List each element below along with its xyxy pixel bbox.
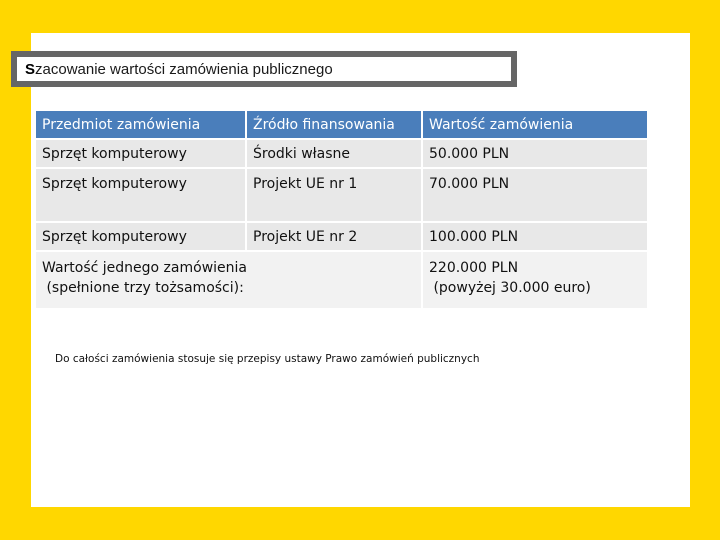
summary-label-line1: Wartość jednego zamówienia [42, 260, 247, 276]
footnote: Do całości zamówienia stosuje się przepisy ustawy Prawo zamówień publicznych [55, 353, 480, 365]
cell-funding-source: Projekt UE nr 1 [246, 168, 422, 222]
cell-value: 50.000 PLN [422, 139, 648, 168]
title-first-letter: S [25, 60, 36, 78]
header-cell-funding-source: Źródło finansowania [246, 111, 422, 139]
summary-label-line2: (spełnione trzy tożsamości): [42, 280, 244, 296]
header-cell-subject: Przedmiot zamówienia [36, 111, 246, 139]
cell-subject: Sprzęt komputerowy [36, 222, 246, 251]
title-inner [17, 57, 511, 81]
table-row [36, 168, 648, 222]
cell-subject: Sprzęt komputerowy [36, 168, 246, 222]
procurement-table [36, 111, 649, 310]
title-box [11, 51, 517, 87]
summary-value-line2: (powyżej 30.000 euro) [429, 280, 591, 296]
table-row [36, 222, 648, 251]
summary-value-line1: 220.000 PLN [429, 260, 519, 276]
cell-value: 100.000 PLN [422, 222, 648, 251]
cell-funding-source: Środki własne [246, 139, 422, 168]
summary-value-cell [422, 251, 648, 309]
table-header-row [36, 111, 648, 139]
header-cell-value: Wartość zamówienia [422, 111, 648, 139]
title-rest: zacowanie wartości zamówienia publicznego [35, 60, 333, 78]
cell-value: 70.000 PLN [422, 168, 648, 222]
cell-funding-source: Projekt UE nr 2 [246, 222, 422, 251]
slide-title [25, 61, 333, 78]
table-summary-row [36, 251, 648, 309]
summary-label-cell [36, 251, 422, 309]
cell-subject: Sprzęt komputerowy [36, 139, 246, 168]
table-row [36, 139, 648, 168]
